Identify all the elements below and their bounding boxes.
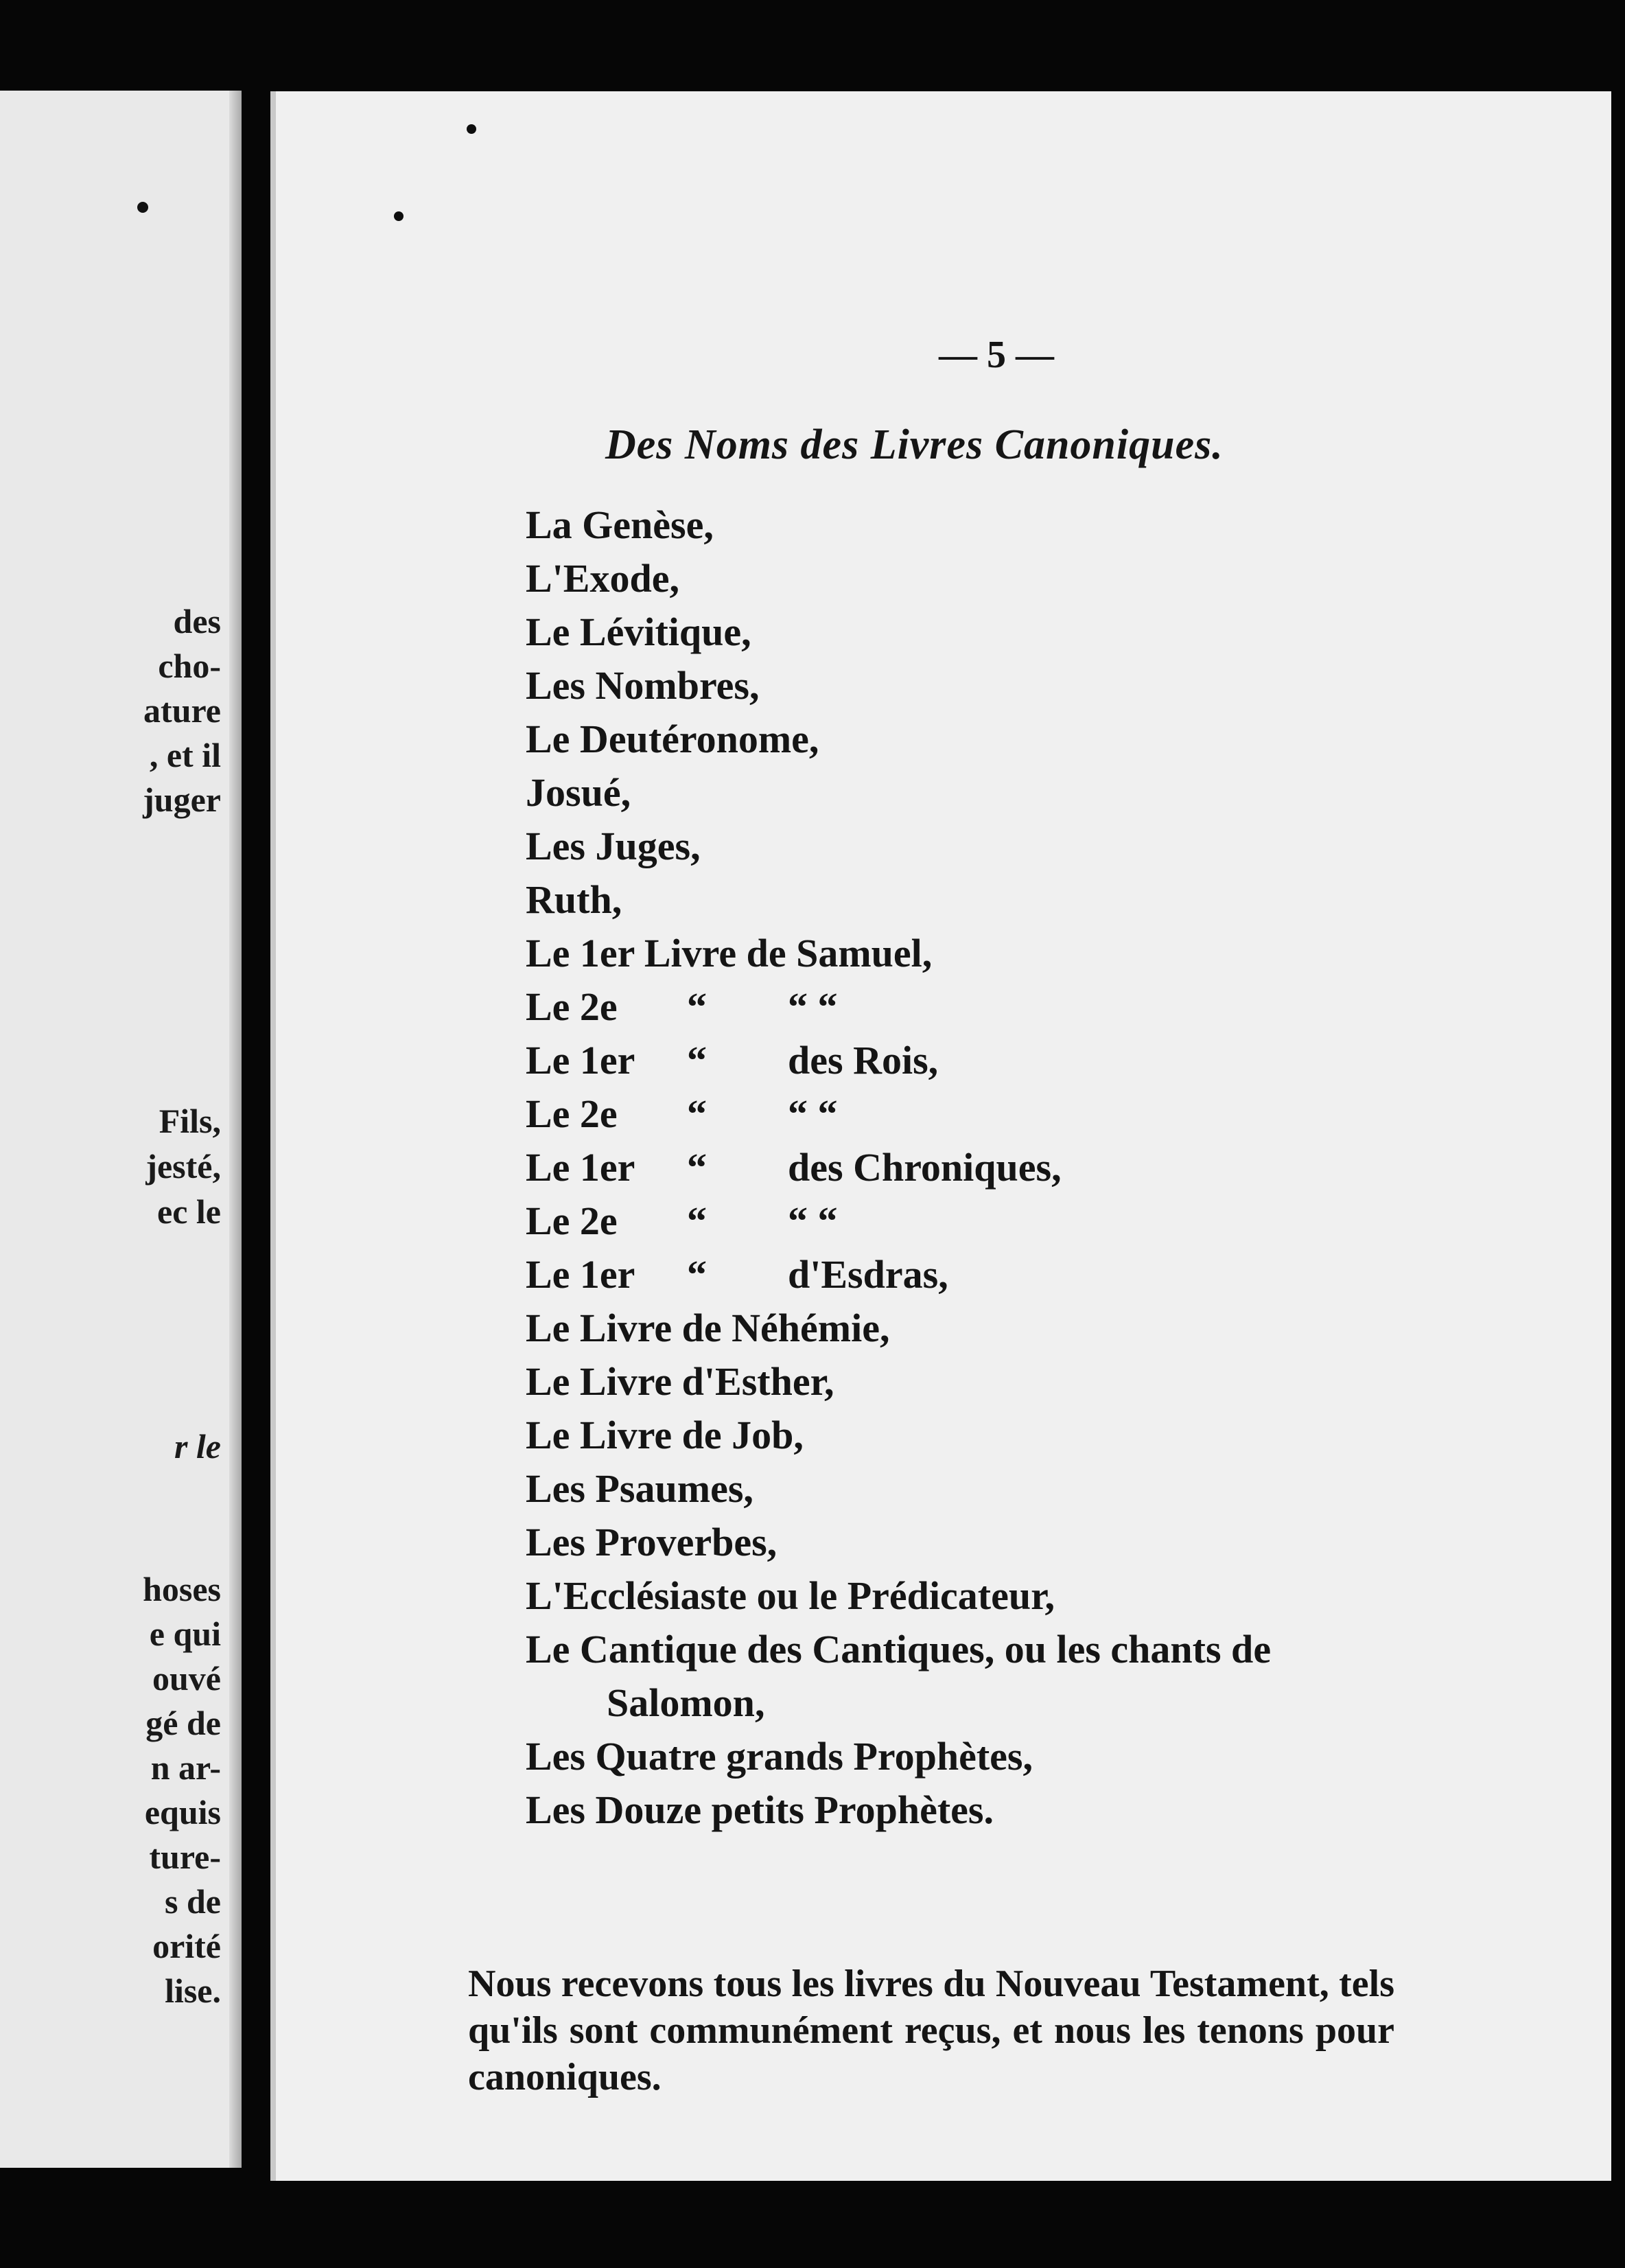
book-list-item bbox=[526, 605, 1452, 659]
book-list-item bbox=[526, 1301, 1452, 1355]
book-list-item bbox=[526, 980, 1452, 1034]
canonical-books-list bbox=[526, 498, 1452, 1837]
left-page-line: ec le bbox=[157, 1192, 221, 1231]
ink-dot bbox=[467, 124, 476, 134]
book-ordinal: Le 1er bbox=[526, 1038, 635, 1083]
ditto-mark: “ bbox=[687, 1199, 707, 1243]
book-ordinal: Le 2e bbox=[526, 1091, 618, 1136]
left-page-line: s de bbox=[165, 1882, 221, 1921]
left-page-line: equis bbox=[144, 1793, 221, 1831]
ditto-mark: “ “ bbox=[788, 984, 838, 1029]
left-page-line: ature bbox=[143, 691, 221, 730]
book-list-item bbox=[526, 1783, 1452, 1837]
book-list-item bbox=[526, 1462, 1452, 1516]
left-page-line: r le bbox=[174, 1427, 221, 1466]
ditto-mark: “ “ bbox=[788, 1199, 838, 1243]
book-name: Josué, bbox=[526, 770, 631, 815]
book-list-item bbox=[526, 659, 1452, 713]
left-page-line: e qui bbox=[149, 1615, 221, 1653]
left-page-line: ouvé bbox=[152, 1659, 221, 1698]
book-name: Les Quatre grands Prophètes, bbox=[526, 1734, 1033, 1779]
ditto-mark: des Chroniques, bbox=[788, 1145, 1062, 1190]
ditto-mark: “ bbox=[687, 1252, 707, 1297]
book-list-item bbox=[526, 1676, 1452, 1730]
book-name: L'Exode, bbox=[526, 556, 679, 601]
book-name: Le Livre d'Esther, bbox=[526, 1359, 834, 1404]
book-name: Les Psaumes, bbox=[526, 1466, 753, 1511]
ditto-mark: des Rois, bbox=[788, 1038, 939, 1083]
book-name: Salomon, bbox=[607, 1680, 765, 1725]
book-name: Le Livre de Job, bbox=[526, 1413, 804, 1457]
book-ordinal: Le 1er bbox=[526, 1252, 635, 1297]
book-list-item bbox=[526, 1623, 1452, 1676]
book-name: Le Livre de Néhémie, bbox=[526, 1306, 890, 1350]
book-name: Le Cantique des Cantiques, ou les chants de bbox=[526, 1627, 1272, 1671]
book-list-item bbox=[526, 1355, 1452, 1409]
left-page-line: lise. bbox=[165, 1971, 221, 2010]
left-page-line: Fils, bbox=[159, 1102, 221, 1140]
book-name: Les Juges, bbox=[526, 824, 701, 868]
book-list-item bbox=[526, 1516, 1452, 1569]
ditto-mark: d'Esdras, bbox=[788, 1252, 948, 1297]
ink-dot bbox=[137, 202, 148, 213]
book-name: Le Lévitique, bbox=[526, 610, 751, 654]
book-name: Le 1er Livre de Samuel, bbox=[526, 931, 933, 975]
book-list-item bbox=[526, 713, 1452, 766]
book-list-item bbox=[526, 873, 1452, 927]
left-page-line: ture- bbox=[149, 1838, 221, 1876]
ditto-mark: “ bbox=[687, 1145, 707, 1190]
left-page-line: n ar- bbox=[150, 1748, 221, 1787]
book-name: L'Ecclésiaste ou le Prédicateur, bbox=[526, 1573, 1055, 1618]
left-page-line: gé de bbox=[145, 1704, 221, 1742]
book-list-item bbox=[526, 1141, 1452, 1194]
book-name: Ruth, bbox=[526, 877, 622, 922]
book-ordinal: Le 2e bbox=[526, 984, 618, 1029]
book-name: Les Nombres, bbox=[526, 663, 760, 708]
main-page bbox=[270, 91, 1611, 2181]
left-facing-page bbox=[0, 91, 242, 2168]
page-fold bbox=[229, 91, 242, 2168]
page-number: — 5 — bbox=[939, 334, 1054, 376]
left-page-line: juger bbox=[143, 780, 221, 819]
left-page-line: cho- bbox=[158, 647, 221, 685]
book-list-item bbox=[526, 1409, 1452, 1462]
book-ordinal: Le 1er bbox=[526, 1145, 635, 1190]
book-name: Les Douze petits Prophètes. bbox=[526, 1787, 994, 1832]
book-list-item bbox=[526, 1194, 1452, 1248]
left-page-line: des bbox=[173, 602, 221, 640]
book-name: Les Proverbes, bbox=[526, 1520, 778, 1564]
left-page-line: hoses bbox=[143, 1570, 221, 1608]
book-list-item bbox=[526, 498, 1452, 552]
ditto-mark: “ “ bbox=[788, 1091, 838, 1136]
book-name: Le Deutéronome, bbox=[526, 717, 819, 761]
book-list-item bbox=[526, 927, 1452, 980]
book-ordinal: Le 2e bbox=[526, 1199, 618, 1243]
left-page-line: , et il bbox=[149, 736, 221, 774]
ditto-mark: “ bbox=[687, 1038, 707, 1083]
closing-paragraph: Nous recevons tous les livres du Nouveau Testament, tels qu'ils sont communément reçus, et nous les tenons pour canoniques. bbox=[468, 1963, 1394, 2098]
page-heading: Des Noms des Livres Canoniques. bbox=[605, 421, 1224, 468]
left-page-line: orité bbox=[152, 1927, 221, 1965]
book-list-item bbox=[526, 1569, 1452, 1623]
ditto-mark: “ bbox=[687, 1091, 707, 1136]
book-list-item bbox=[526, 1087, 1452, 1141]
book-name: La Genèse, bbox=[526, 502, 714, 547]
book-list-item bbox=[526, 1730, 1452, 1783]
book-list-item bbox=[526, 820, 1452, 873]
book-list-item bbox=[526, 552, 1452, 605]
ink-dot bbox=[394, 211, 404, 221]
book-list-item bbox=[526, 1248, 1452, 1301]
ditto-mark: “ bbox=[687, 984, 707, 1029]
book-list-item bbox=[526, 766, 1452, 820]
left-page-line: jesté, bbox=[145, 1147, 221, 1185]
book-list-item bbox=[526, 1034, 1452, 1087]
